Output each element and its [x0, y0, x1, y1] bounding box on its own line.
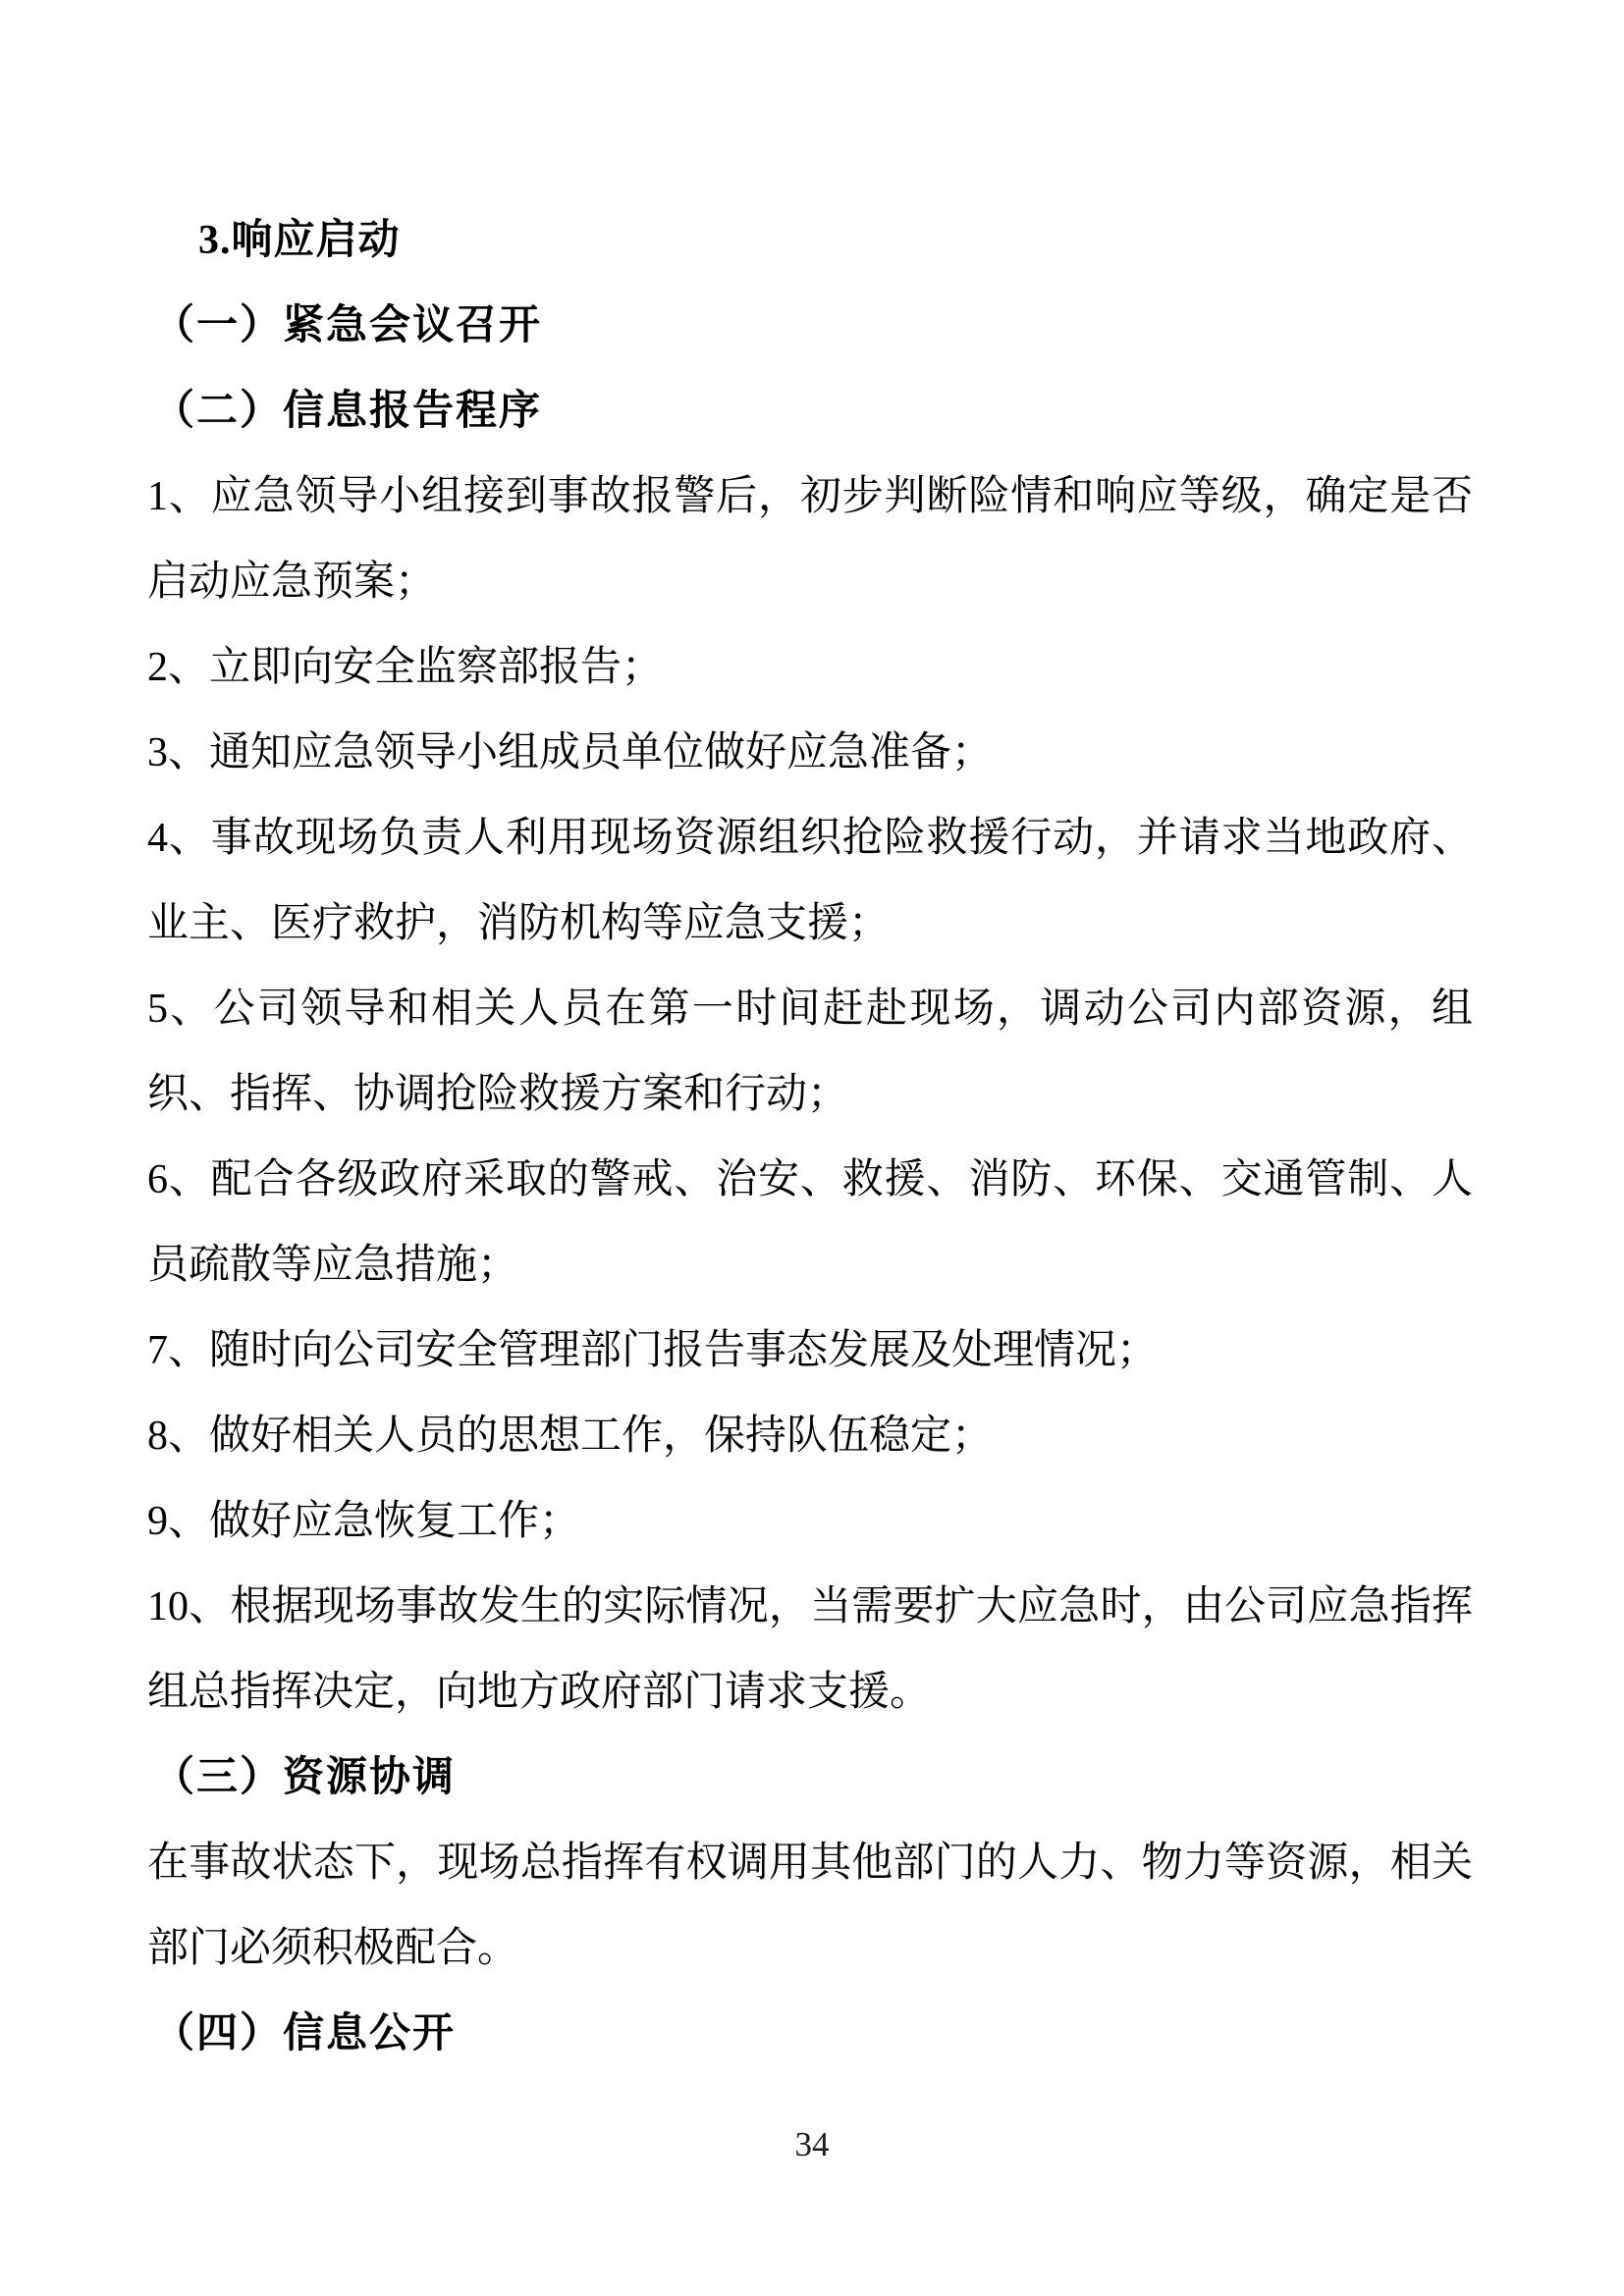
- paragraph-resource-coordination: 在事故状态下，现场总指挥有权调用其他部门的人力、物力等资源，相关部门必须积极配合。: [147, 1841, 1473, 1971]
- list-item-5: 5、公司领导和相关人员在第一时间赶赴现场，调动公司内部资源，组织、指挥、协调抢险救援方案和行动；: [147, 987, 1473, 1117]
- list-item-8: 8、做好相关人员的思想工作，保持队伍稳定；: [147, 1414, 994, 1459]
- list-item-4: 4、事故现场负责人利用现场资源组织抢险救援行动，并请求当地政府、业主、医疗救护，消防机构等应急支援；: [147, 816, 1473, 946]
- subheading-info-disclosure: （四）信息公开: [153, 2011, 457, 2056]
- list-item-3: 3、通知应急领导小组成员单位做好应急准备；: [147, 730, 994, 775]
- list-item-6: 6、配合各级政府采取的警戒、治安、救援、消防、环保、交通管制、人员疏散等应急措施；: [147, 1157, 1473, 1288]
- list-item-1: 1、应急领导小组接到事故报警后，初步判断险情和响应等级，确定是否启动应急预案；: [147, 474, 1473, 605]
- page-number: 34: [794, 2125, 830, 2163]
- list-item-2: 2、立即向安全监察部报告；: [147, 645, 664, 690]
- list-item-7: 7、随时向公司安全管理部门报告事态发展及处理情况；: [147, 1328, 1159, 1373]
- subheading-emergency-meeting: （一）紧急会议召开: [153, 303, 543, 348]
- subheading-resource-coordination: （三）资源协调: [153, 1755, 457, 1800]
- list-item-10: 10、根据现场事故发生的实际情况，当需要扩大应急时，由公司应急指挥组总指挥决定，向地方政府部门请求支援。: [147, 1584, 1473, 1715]
- document-content: [147, 198, 1473, 2077]
- subheading-info-report-procedure: （二）信息报告程序: [153, 389, 543, 434]
- heading-response-start: 3.响应启动: [198, 218, 401, 263]
- list-item-9: 9、做好应急恢复工作；: [147, 1499, 581, 1544]
